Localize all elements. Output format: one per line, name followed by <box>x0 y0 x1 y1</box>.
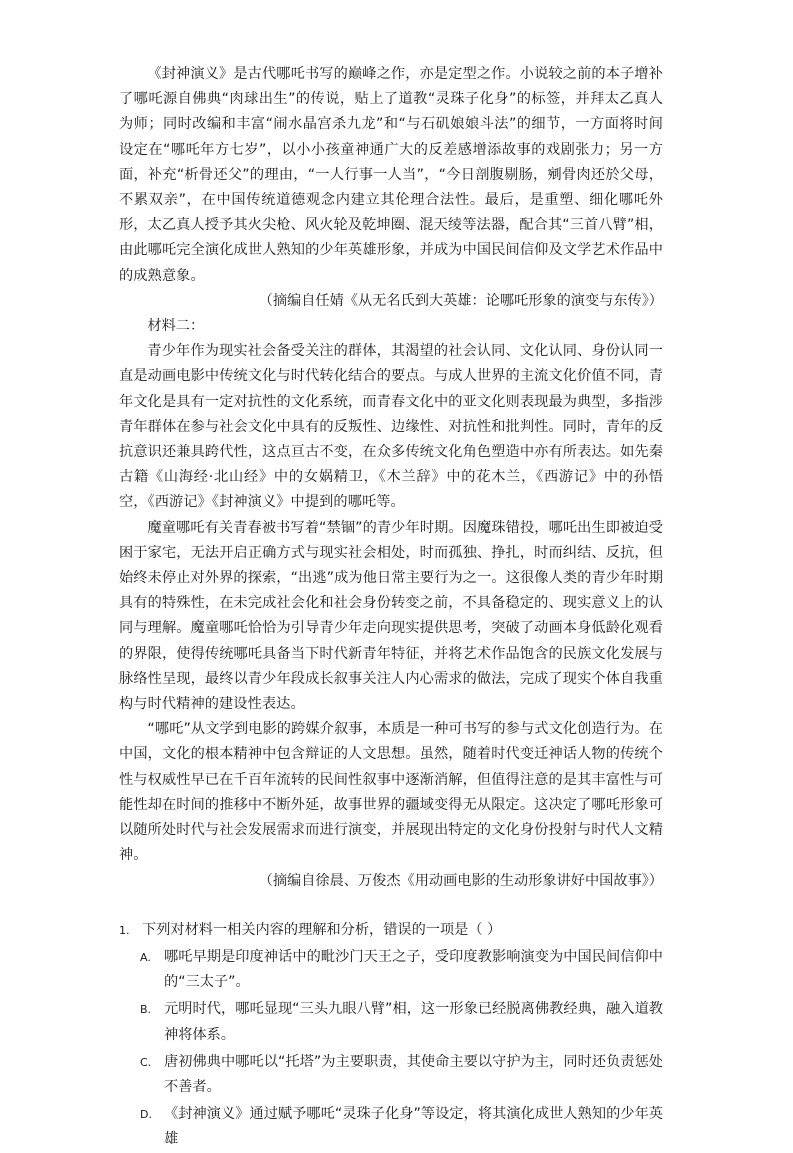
option-d[interactable] <box>140 1102 663 1152</box>
spacer <box>119 894 663 918</box>
option-b-letter: B. <box>140 1003 152 1017</box>
option-c-text: 唐初佛典中哪吒以“托塔”为主要职责，其使命主要以守护为主，同时还负责惩处不善者。 <box>164 1053 663 1095</box>
paragraph-demon-child: 魔童哪吒有关青春被书写着“禁锢”的青少年时期。因魔珠错投，哪吒出生即被迫受困于家宅，无法开启正确方式与现实社会相处，时而孤独、挣扎，时而纠结、反抗，但始终未停止对外界的探索，“出逃”成为他日常主要行为之一。这很像人类的青少年时期具有的特殊性，在未完成社会化和社会身份转变之前，不具备稳定的、现实意义上的认同与理解。魔童哪吒恰恰为引导青少年走向现实提供思考，突破了动画本身低龄化观看的界限，使得传统哪吒具备当下时代新青年特征，并将艺术作品饱含的民族文化发展与脉络性呈现，最终以青少年段成长叙事关注人内心需求的做法，完成了现实个体自我重构与时代精神的建设性表达。 <box>119 519 663 713</box>
option-b-text: 元明时代，哪吒显现“三头九眼八臂”相，这一形象已经脱离佛教经典，融入道教神将体系。 <box>164 1001 663 1043</box>
paragraph-youth-culture: 青少年作为现实社会备受关注的群体，其渴望的社会认同、文化认同、身份认同一直是动画电影中传统文化与时代转化结合的要点。与成人世界的主流文化价值不同，青年文化是具有一定对抗性的文化系统，而青春文化中的亚文化则表现最为典型，多指涉青年群体在参与社会文化中具有的反叛性、边缘性、对抗性和批判性。同时，青年的反抗意识还兼具跨代性，这点亘古不变，在众多传统文化角色塑造中亦有所表达。如先秦古籍《山海经·北山经》中的女娲精卫，《木兰辞》中的花木兰，《西游记》中的孙悟空，《西游记》《封神演义》中提到的哪吒等。 <box>119 343 663 511</box>
option-a[interactable] <box>140 945 663 995</box>
paragraph-fengshen: 《封神演义》是古代哪吒书写的巅峰之作，亦是定型之作。小说较之前的本子增补了哪吒源自佛典“肉球出生”的传说，贴上了道教“灵珠子化身”的标签，并拜太乙真人为师；同时改编和丰富“闹水晶宫杀九龙”和“与石矶娘娘斗法”的细节，一方面将时间设定在“哪吒年方七岁”，以小小孩童神通广大的反差感增添故事的戏剧张力；另一方面，补充“析骨还父”的理由，“一人行事一人当”，“今日剖腹剔肠，剜骨肉还於父母，不累双亲”，在中国传统道德观念内建立其伦理合法性。最后，是重塑、细化哪吒外形，太乙真人授予其火尖枪、风火轮及乾坤圈、混天绫等法器，配合其“三首八臂”相，由此哪吒完全演化成世人熟知的少年英雄形象，并成为中国民间信仰及文学艺术作品中的成熟意象。 <box>119 66 663 284</box>
document-page <box>119 62 663 1153</box>
option-b[interactable] <box>140 997 663 1047</box>
paragraph-cross-media: “哪吒”从文学到电影的跨媒介叙事，本质是一种可书写的参与式文化创造行为。在中国，文化的根本精神中包含辩证的人文思想。虽然，随着时代变迁神话人物的传统个性与权威性早已在千百年流转的民间性叙事中逐渐消解，但值得注意的是其丰富性与可能性却在时间的推移中不断外延，故事世界的疆域变得无从限定。这决定了哪吒形象可以随所处时代与社会发展需求而进行演变，并展现出特定的文化身份投射与时代人文精神。 <box>119 721 663 864</box>
option-d-letter: D. <box>140 1108 152 1122</box>
source-citation-2: （摘编自徐晨、万俊杰《用动画电影的生动形象讲好中国故事》） <box>258 872 663 889</box>
question-number: 1. <box>119 923 130 937</box>
option-c-letter: C. <box>140 1055 152 1069</box>
option-a-letter: A. <box>140 950 151 964</box>
material-2-label: 材料二： <box>147 318 205 335</box>
source-citation-1: （摘编自任婧《从无名氏到大英雄：论哪吒形象的演变与东传》） <box>258 292 663 309</box>
option-c[interactable] <box>140 1050 663 1100</box>
question-stem <box>119 918 663 943</box>
option-a-text: 哪吒早期是印度神话中的毗沙门天王之子，受印度教影响演变为中国民间信仰中的“三太子”。 <box>164 948 663 991</box>
option-d-text: 《封神演义》通过赋予哪吒“灵珠子化身”等设定，将其演化成世人熟知的少年英雄 <box>164 1106 663 1148</box>
question-text: 下列对材料一相关内容的理解和分析，错误的一项是（ ） <box>142 921 502 938</box>
